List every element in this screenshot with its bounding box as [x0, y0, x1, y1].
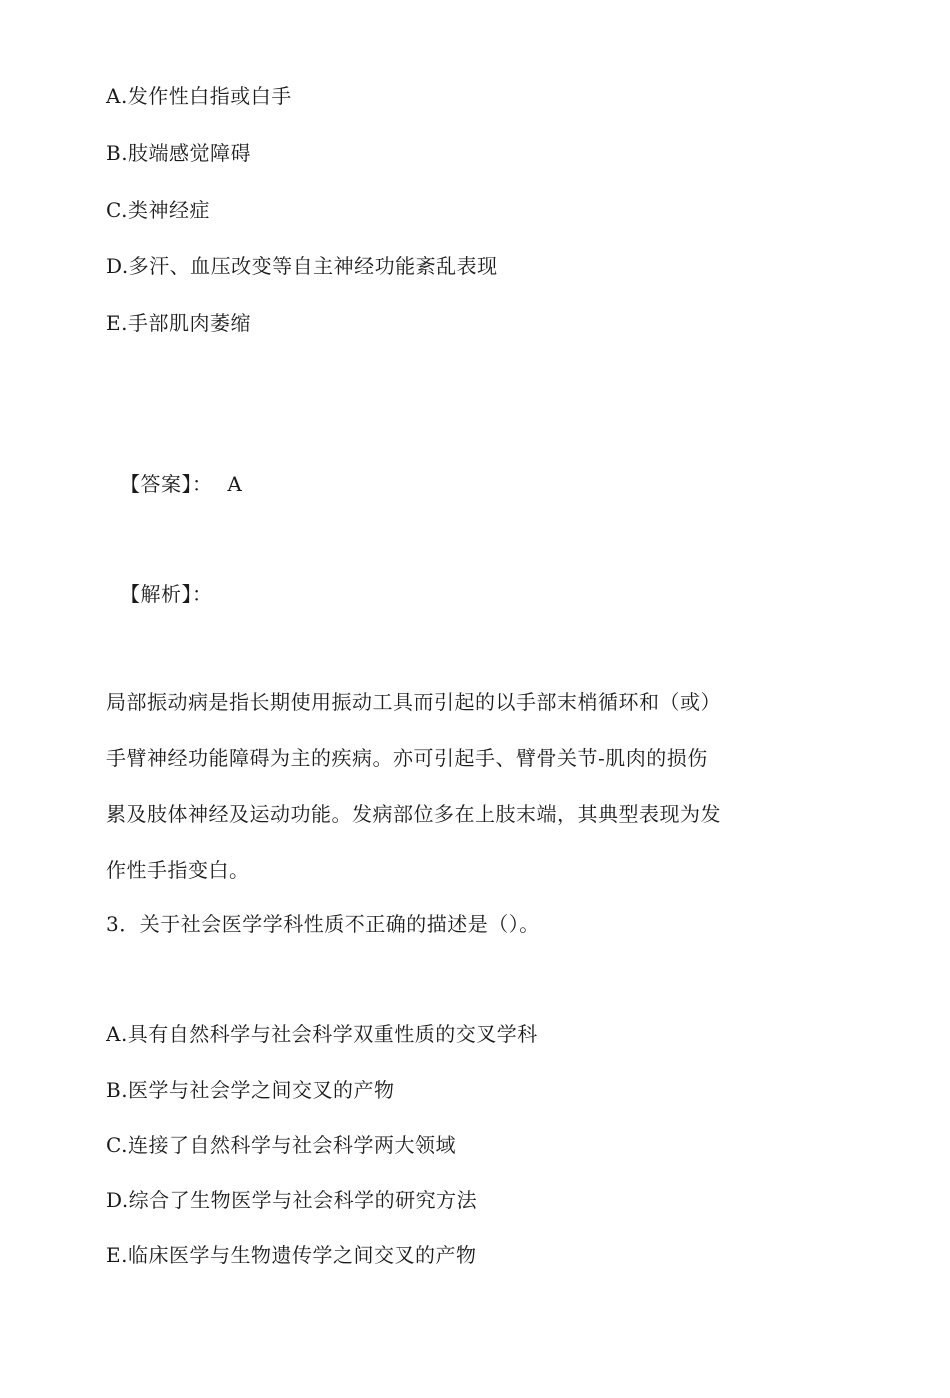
analysis-line: 手臂神经功能障碍为主的疾病。亦可引起手、臂骨关节-肌肉的损伤	[106, 746, 708, 770]
analysis-line: 作性手指变白。	[106, 858, 250, 882]
q2-option-d: D.多汗、血压改变等自主神经功能紊乱表现	[106, 254, 498, 278]
q3-option-c: C.连接了自然科学与社会科学两大领域	[106, 1133, 456, 1157]
answer-row	[120, 472, 242, 496]
q3-question: 3．关于社会医学学科性质不正确的描述是（）。	[106, 912, 540, 936]
q3-option-d: D.综合了生物医学与社会科学的研究方法	[106, 1188, 478, 1212]
q3-option-b: B.医学与社会学之间交叉的产物	[106, 1078, 395, 1102]
q2-option-e: E.手部肌肉萎缩	[106, 311, 251, 335]
q2-option-a: A.发作性白指或白手	[106, 84, 292, 108]
q3-option-e: E.临床医学与生物遗传学之间交叉的产物	[106, 1243, 477, 1267]
analysis-line: 局部振动病是指长期使用振动工具而引起的以手部末梢循环和（或）	[106, 690, 721, 714]
answer-label: 【答案】：	[120, 472, 213, 496]
q2-option-b: B.肢端感觉障碍	[106, 141, 252, 165]
analysis-text	[106, 690, 766, 914]
analysis-label: 【解析】：	[120, 582, 213, 606]
q3-option-a: A.具有自然科学与社会科学双重性质的交叉学科	[106, 1022, 538, 1046]
analysis-line: 累及肢体神经及运动功能。发病部位多在上肢末端，其典型表现为发	[106, 802, 721, 826]
answer-value: A	[227, 472, 243, 496]
q2-option-c: C.类神经症	[106, 198, 210, 222]
